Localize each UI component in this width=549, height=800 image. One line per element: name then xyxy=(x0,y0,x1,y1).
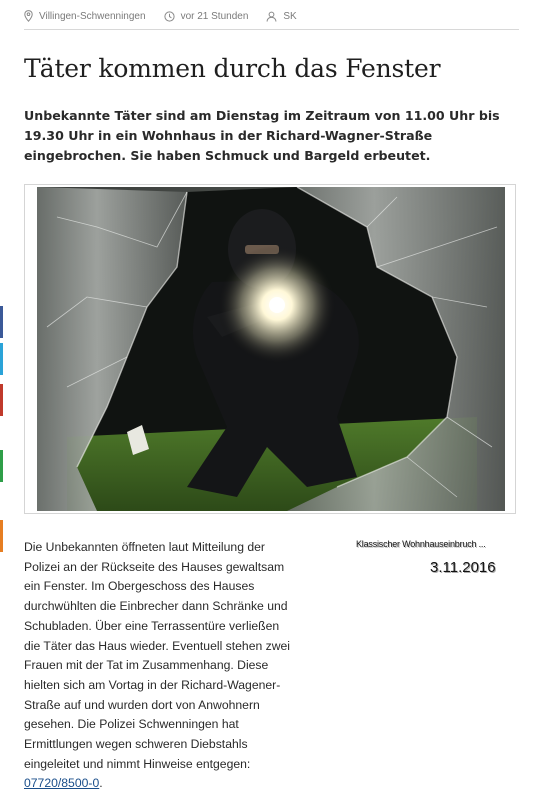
share-tab-twitter[interactable] xyxy=(0,343,3,375)
share-tab-whatsapp[interactable] xyxy=(0,450,3,482)
article-body xyxy=(24,538,292,794)
meta-location[interactable] xyxy=(24,10,146,22)
meta-author xyxy=(266,11,296,22)
article-title: Täter kommen durch das Fenster xyxy=(24,54,441,83)
meta-time xyxy=(164,11,249,22)
time-label: vor 21 Stunden xyxy=(180,10,249,22)
image-caption-title: Klassischer Wohnhauseinbruch ... xyxy=(356,539,486,549)
article-meta xyxy=(24,4,519,28)
location-label: Villingen-Schwenningen xyxy=(39,10,146,22)
user-icon xyxy=(266,11,277,22)
article-lead: Unbekannte Täter sind am Dienstag im Zeitraum von 11.00 Uhr bis 19.30 Uhr in ein Wohnhaus in der Richard-Wagner-Straße eingebrochen. Sie haben Schmuck und Bargeld erbeutet. xyxy=(24,108,500,163)
share-tab-mail[interactable] xyxy=(0,520,3,552)
meta-divider xyxy=(24,29,519,30)
location-pin-icon xyxy=(24,10,33,22)
image-caption-date: 3.11.2016 xyxy=(430,559,496,576)
share-tab-google[interactable] xyxy=(0,384,3,416)
phone-link[interactable]: 07720/8500-0 xyxy=(24,776,100,791)
author-label: SK xyxy=(283,10,297,22)
article-body-text: Die Unbekannten öffneten laut Mitteilung der Polizei an der Rückseite des Hauses gewaltsam ein Fenster. Im Obergeschoss des Hauses durchwühlten die Einbrecher dann Schränke und Schubladen. Über eine Terrassentüre verließen die Täter das Haus wieder. Eventuell stehen zwei Frauen mit der Tat im Zusammenhang. Diese hielten sich am Vortag in der Richard-Wagener-Straße auf und wurden dort von Anwohnern gesehen. Die Polizei Schwenningen hat Ermittlungen wegen schweren Diebstahls eingeleitet und nimmt Hinweise entgegen: xyxy=(24,540,291,771)
article-image[interactable] xyxy=(24,184,516,514)
share-tab-facebook[interactable] xyxy=(0,306,3,338)
clock-icon xyxy=(164,11,175,22)
burglar-photo xyxy=(37,187,505,511)
article-body-end: . xyxy=(99,776,103,791)
